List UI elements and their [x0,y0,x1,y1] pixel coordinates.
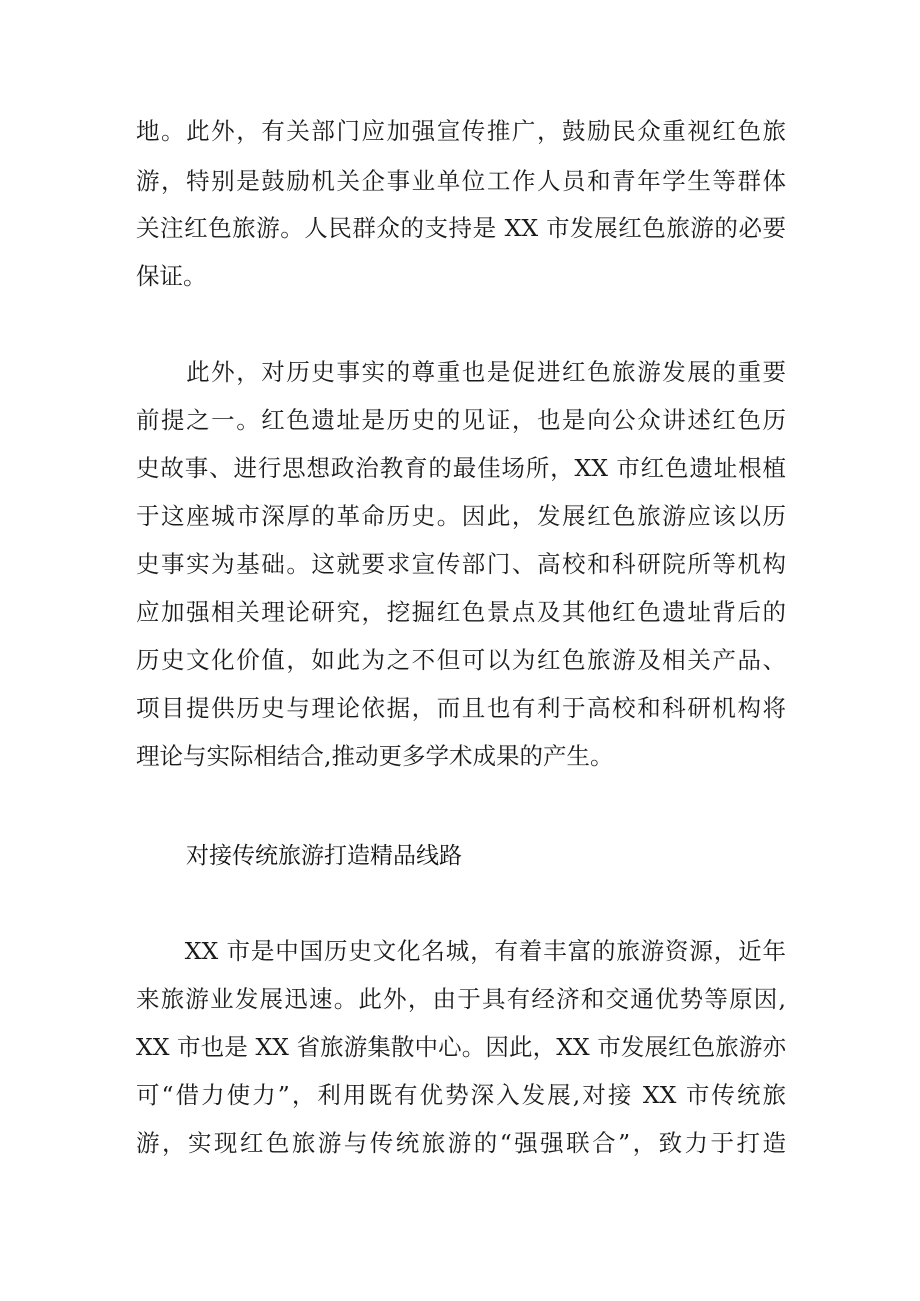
text-line: 可“借力使力”，利用既有优势深入发展,对接 XX 市传统旅 [136,1081,786,1109]
text-line: 关注红色旅游。人民群众的支持是 XX 市发展红色旅游的必要 [136,214,786,242]
text-line: 项目提供历史与理论依据，而且也有利于高校和科研机构将 [136,694,786,722]
text-line: 应加强相关理论研究，挖掘红色景点及其他红色遗址背后的 [136,598,786,626]
text-line: 保证。 [136,262,207,290]
text-line: 理论与实际相结合,推动更多学术成果的产生。 [136,742,614,770]
text-line: 前提之一。红色遗址是历史的见证，也是向公众讲述红色历 [136,406,786,434]
section-heading: 对接传统旅游打造精品线路 [186,843,462,869]
text-line: 游，实现红色旅游与传统旅游的“强强联合”，致力于打造 [136,1129,786,1157]
text-line: 史事实为基础。这就要求宣传部门、高校和科研院所等机构 [136,550,786,578]
text-line: 历史文化价值，如此为之不但可以为红色旅游及相关产品、 [136,646,786,674]
text-line: 史故事、进行思想政治教育的最佳场所，XX 市红色遗址根植 [136,454,786,482]
text-line: 于这座城市深厚的革命历史。因此，发展红色旅游应该以历 [136,502,786,530]
text-line: 游，特别是鼓励机关企事业单位工作人员和青年学生等群体 [136,167,786,195]
text-line: 此外，对历史事实的尊重也是促进红色旅游发展的重要 [136,358,786,386]
text-line: 来旅游业发展迅速。此外，由于具有经济和交通优势等原因, [136,985,786,1013]
text-line: XX 市也是 XX 省旅游集散中心。因此，XX 市发展红色旅游亦 [136,1033,786,1061]
text-line: XX 市是中国历史文化名城，有着丰富的旅游资源，近年 [136,937,786,965]
text-line: 地。此外，有关部门应加强宣传推广，鼓励民众重视红色旅 [136,117,786,145]
